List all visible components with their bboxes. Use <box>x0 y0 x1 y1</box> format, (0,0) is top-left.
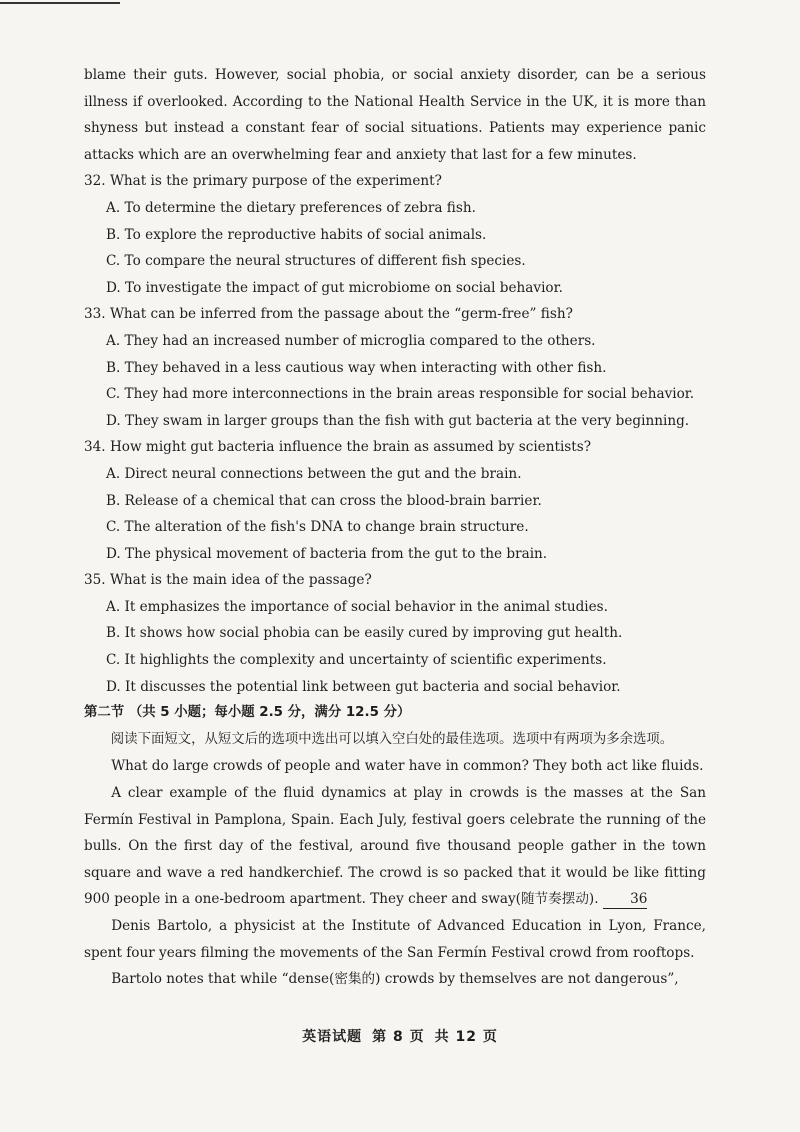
section-heading: 第二节 （共 5 小题；每小题 2.5 分，满分 12.5 分） <box>84 705 411 721</box>
blank-36: 36 <box>603 890 648 909</box>
question-stem: 32. What is the primary purpose of the experiment? <box>84 173 442 190</box>
passage-continuation: blame their guts. However, social phobia, or social anxiety disorder, can be a serious illness if overlooked. According to the National Health Service in the UK, it is more than shyness but instead a constant fear of social situations. Patients may experience panic attacks which are an overwhelming fear and anxiety that last for a few minutes. <box>84 67 706 163</box>
footer-subject: 英语试题 <box>302 1029 363 1045</box>
footer-page-number: 第 8 页 <box>372 1029 425 1045</box>
passage-paragraph-4: Bartolo notes that while “dense(密集的) crowds by themselves are not dangerous”, <box>111 971 679 988</box>
option-c: C. The alteration of the fish's DNA to change brain structure. <box>106 519 529 536</box>
question-stem: 35. What is the main idea of the passage? <box>84 572 372 589</box>
option-a: A. It emphasizes the importance of social behavior in the animal studies. <box>106 598 608 615</box>
option-c: C. They had more interconnections in the brain areas responsible for social behavior. <box>106 386 695 403</box>
option-b: B. They behaved in a less cautious way when interacting with other fish. <box>106 359 607 376</box>
top-rule <box>0 2 120 4</box>
option-a: A. To determine the dietary preferences of zebra fish. <box>106 199 476 216</box>
page-content <box>84 62 706 993</box>
option-d: D. It discusses the potential link between gut bacteria and social behavior. <box>106 678 621 695</box>
option-b: B. It shows how social phobia can be easily cured by improving gut health. <box>106 625 623 642</box>
footer-total-pages: 共 12 页 <box>434 1029 498 1045</box>
option-b: B. To explore the reproductive habits of social animals. <box>106 226 487 243</box>
passage-paragraph-1: What do large crowds of people and water have in common? They both act like fluids. <box>111 758 704 775</box>
option-a: A. They had an increased number of microglia compared to the others. <box>106 332 596 349</box>
option-a: A. Direct neural connections between the gut and the brain. <box>106 465 522 482</box>
paragraph-text: A clear example of the fluid dynamics at play in crowds is the masses at the San Fermín Festival in Pamplona, Spain. Each July, festival goers celebrate the running of the bulls. On the first day of the festival, around five thousand people gather in the town square and wave a red handkerchief. The crowd is so packed that it would be like fitting 900 people in a one-bedroom apartment. They cheer and sway(随节奏摆动). <box>84 785 706 908</box>
passage-paragraph-3: Denis Bartolo, a physicist at the Institute of Advanced Education in Lyon, France, spent four years filming the movements of the San Fermín Festival crowd from rooftops. <box>84 918 706 961</box>
option-c: C. It highlights the complexity and uncertainty of scientific experiments. <box>106 652 607 669</box>
question-33 <box>84 301 706 434</box>
option-d: D. They swam in larger groups than the fish with gut bacteria at the very beginning. <box>106 412 690 429</box>
question-34 <box>84 434 706 567</box>
section-instruction: 阅读下面短文，从短文后的选项中选出可以填入空白处的最佳选项。选项中有两项为多余选项。 <box>110 731 674 747</box>
question-35 <box>84 567 706 700</box>
page-footer <box>0 1026 800 1046</box>
question-32 <box>84 168 706 301</box>
option-b: B. Release of a chemical that can cross the blood-brain barrier. <box>106 492 542 509</box>
passage-paragraph-2 <box>84 780 706 913</box>
option-d: D. To investigate the impact of gut microbiome on social behavior. <box>106 279 563 296</box>
option-d: D. The physical movement of bacteria from the gut to the brain. <box>106 545 548 562</box>
option-c: C. To compare the neural structures of different fish species. <box>106 253 526 270</box>
question-stem: 33. What can be inferred from the passage about the “germ-free” fish? <box>84 306 573 323</box>
question-stem: 34. How might gut bacteria influence the brain as assumed by scientists? <box>84 439 591 456</box>
